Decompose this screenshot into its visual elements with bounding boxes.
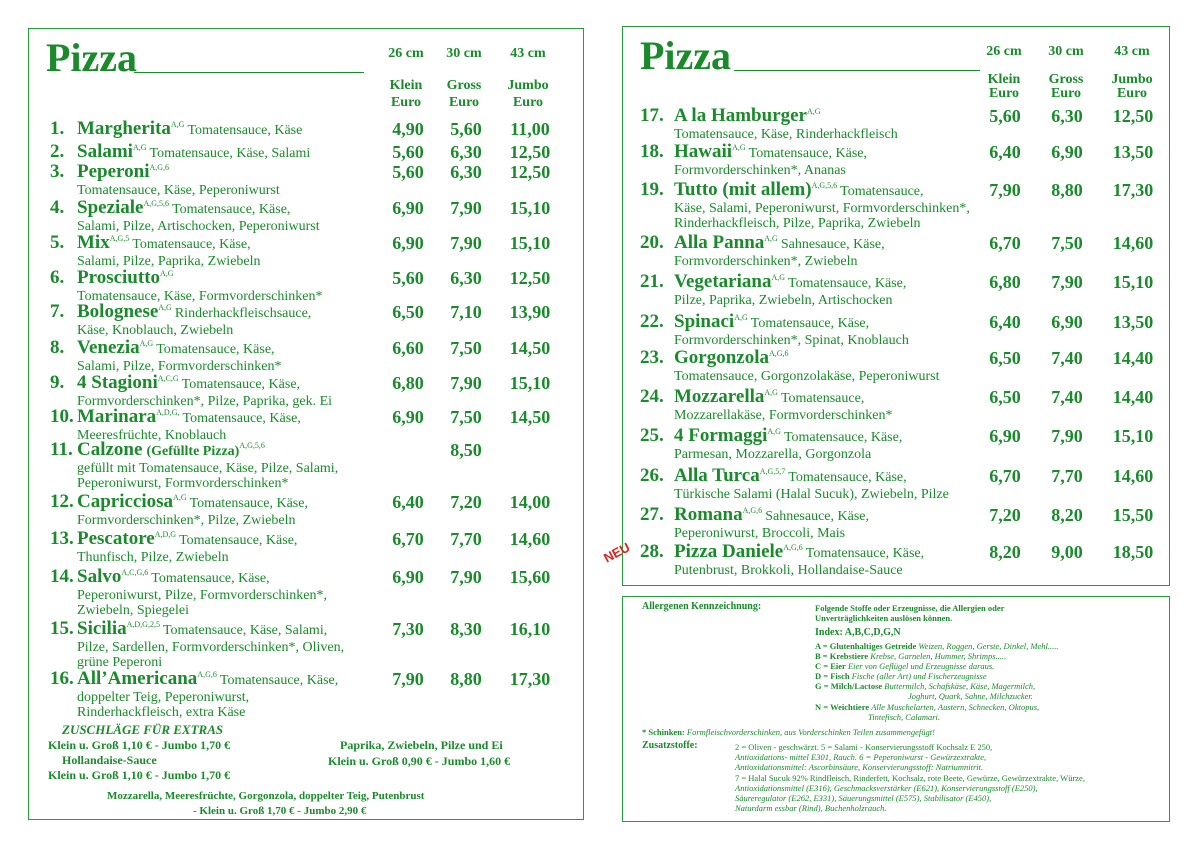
item-name: Sicilia [77, 618, 127, 639]
price-jumbo: 18,50 [1112, 542, 1154, 562]
menu-item [640, 105, 898, 142]
price-gross: 7,90 [450, 373, 482, 393]
item-ingredients-line: Türkische Salami (Halal Sucuk), Zwiebeln, Pilze [674, 487, 949, 502]
allergen-codes: A,G [807, 107, 821, 116]
item-ingredients: Tomatensauce, Käse, [151, 571, 270, 586]
price-gross: 8,80 [1051, 180, 1083, 200]
item-name: Pescatore [77, 528, 155, 549]
item-number: 12. [50, 491, 74, 512]
item-ingredients-line: gefüllt mit Tomatensauce, Käse, Pilze, Salami, [77, 461, 339, 476]
allergen-codes: A,G,6 [769, 349, 789, 358]
price-jumbo: 13,90 [509, 302, 551, 322]
additives-line: Naturdarm essbar (Rind), Buchenholzrauch. [735, 803, 887, 813]
allergen-codes: A,G,6 [197, 670, 217, 679]
price-klein: 6,80 [989, 272, 1021, 292]
item-number: 9. [50, 372, 65, 393]
additives-line: 7 = Halal Sucuk 92% Rindfleisch, Rinderfett, Kochsalz, rote Beete, Gewürze, Gewürzextrakte, Würze, [735, 773, 1085, 783]
item-number: 26. [640, 465, 664, 486]
extras-line: Mozzarella, Meeresfrüchte, Gorgonzola, doppelter Teig, Putenbrust [107, 790, 425, 802]
price-klein: 5,60 [392, 162, 424, 182]
item-ingredients-line: Peperoniwurst, Broccoli, Mais [674, 526, 846, 541]
size-header-jumbo-right: 43 cm Jumbo Euro [1111, 44, 1153, 101]
page-title-left: Pizza [46, 35, 138, 80]
allergen-heading: Allergenen Kennzeichnung: [642, 601, 762, 612]
price-jumbo: 12,50 [509, 142, 551, 162]
item-number: 20. [640, 232, 664, 253]
extras-line: Klein u. Groß 1,10 € - Jumbo 1,70 € [48, 768, 231, 782]
allergen-codes: A,G [173, 493, 187, 502]
item-number: 16. [50, 668, 74, 689]
item-name: Venezia [77, 337, 140, 358]
allergen-codes: A,G,6 [783, 543, 803, 552]
allergen-codes: A,G [139, 339, 154, 348]
item-number: 19. [640, 179, 664, 200]
item-number: 15. [50, 618, 74, 639]
allergen-codes: A,G [158, 303, 172, 312]
item-ingredients-line: Tomatensauce, Gorgonzolakäse, Peperoniwurst [674, 369, 940, 384]
allergen-codes: A,G [170, 120, 185, 129]
price-klein: 5,60 [392, 142, 424, 162]
price-gross: 7,70 [450, 529, 482, 549]
menu-item [50, 528, 297, 565]
price-gross: 8,20 [1051, 505, 1083, 525]
price-gross: 6,30 [450, 162, 482, 182]
price-jumbo: 15,60 [509, 567, 551, 587]
price-jumbo: 14,40 [1112, 348, 1154, 368]
allergen-entry: D = Fisch Fische (aller Art) und Fischerzeugnisse [815, 671, 987, 681]
item-name: Alla Panna [674, 232, 765, 253]
item-ingredients: Sahnesauce, Käse, [780, 237, 885, 252]
menu-item [50, 232, 261, 269]
item-name: Salami [77, 141, 133, 162]
price-klein: 6,90 [392, 407, 424, 427]
item-ingredients-line: grüne Peperoni [77, 655, 163, 670]
price-jumbo: 14,40 [1112, 387, 1154, 407]
allergen-codes: A,G [734, 313, 748, 322]
allergen-entry: Joghurt, Quark, Sahne, Milchzucker. [908, 691, 1033, 701]
price-gross: 6,30 [1051, 106, 1083, 126]
item-ingredients-line: Käse, Knoblauch, Zwiebeln [77, 323, 234, 338]
price-jumbo: 13,50 [1112, 312, 1154, 332]
allergen-codes: A,C,G [157, 374, 179, 383]
price-klein: 6,70 [989, 466, 1021, 486]
item-number: 3. [50, 161, 65, 182]
price-klein: 6,40 [989, 142, 1021, 162]
item-ingredients-line: Zwiebeln, Spiegelei [77, 603, 189, 618]
allergen-codes: A,G [764, 234, 778, 243]
item-ingredients-line: Peperoniwurst, Formvorderschinken* [77, 476, 289, 491]
item-ingredients-line: doppelter Teig, Peperoniwurst, [77, 690, 250, 705]
size-header-gross: 30 cm Gross Euro [446, 46, 482, 110]
price-jumbo: 15,10 [1112, 272, 1154, 292]
item-ingredients-line: Käse, Salami, Peperoniwurst, Formvorderschinken*, [674, 201, 970, 216]
price-jumbo: 15,10 [1112, 426, 1154, 446]
price-gross: 8,80 [450, 669, 482, 689]
price-jumbo: 11,00 [510, 119, 550, 139]
item-name: Bolognese [77, 301, 159, 322]
menu-item [640, 141, 867, 178]
price-klein: 6,80 [392, 373, 424, 393]
price-klein: 6,90 [989, 426, 1021, 446]
item-number: 13. [50, 528, 74, 549]
item-number: 23. [640, 347, 664, 368]
item-ingredients: Tomatensauce, Käse, Salami, [162, 623, 328, 638]
price-jumbo: 14,60 [1112, 466, 1154, 486]
price-klein: 6,50 [392, 302, 424, 322]
allergen-entry: B = Krebstiere Krebse, Garnelen, Hummer, Shrimps..... [815, 651, 1007, 661]
item-number: 24. [640, 386, 664, 407]
price-klein: 6,70 [392, 529, 424, 549]
item-name: Marinara [77, 406, 157, 427]
item-ingredients-line: Pilze, Sardellen, Formvorderschinken*, Oliven, [77, 640, 345, 655]
item-name: Mozzarella [674, 386, 765, 407]
price-jumbo: 17,30 [509, 669, 551, 689]
item-ingredients-line: Formvorderschinken*, Zwiebeln [674, 254, 858, 269]
item-number: 8. [50, 337, 65, 358]
price-gross: 6,90 [1051, 312, 1083, 332]
item-ingredients: Tomatensauce, Käse, [750, 316, 870, 331]
allergen-codes: A,G,6 [149, 163, 170, 172]
new-badge: NEU [601, 539, 633, 566]
item-name: Hawaii [674, 141, 733, 162]
item-ingredients-line: Formvorderschinken*, Pilze, Zwiebeln [77, 513, 296, 528]
item-number: 25. [640, 425, 664, 446]
allergen-entry: N = Weichtiere Alle Muschelarten, Austern, Schnecken, Oktopus, [815, 702, 1040, 712]
menu-item [50, 141, 310, 163]
allergen-codes: A,D,G,2,5 [126, 620, 160, 629]
item-name: A la Hamburger [674, 105, 807, 126]
price-jumbo: 15,50 [1112, 505, 1154, 525]
extras-line: Klein u. Groß 1,10 € - Jumbo 1,70 € [48, 738, 231, 752]
schinken-note: * Schinken: Formfleischvorderschinken, aus Vorderschinken Teilen zusammengefügt! [642, 727, 935, 737]
item-name: Romana [674, 504, 743, 525]
item-ingredients-line: Tomatensauce, Käse, Rinderhackfleisch [674, 127, 898, 142]
size-header-klein: 26 cm Klein Euro [388, 46, 424, 110]
allergen-entry: A = Glutenhaltiges Getreide Weizen, Roggen, Gerste, Dinkel, Mehl..... [815, 641, 1059, 651]
price-gross: 7,90 [450, 198, 482, 218]
item-number: 6. [50, 267, 65, 288]
item-ingredients: Tomatensauce, [780, 391, 865, 406]
item-number: 2. [50, 141, 65, 162]
price-klein: 6,60 [392, 338, 424, 358]
item-ingredients: Tomatensauce, Käse, [181, 377, 301, 392]
item-name: Gorgonzola [674, 347, 769, 368]
price-jumbo: 12,50 [509, 268, 551, 288]
size-header-klein-right: 26 cm Klein Euro [986, 44, 1022, 101]
item-ingredients: Rinderhackfleischsauce, [174, 306, 312, 321]
price-klein: 8,20 [989, 542, 1021, 562]
item-ingredients-line: Formvorderschinken*, Ananas [674, 163, 846, 178]
size-header-gross-right: 30 cm Gross Euro [1048, 44, 1084, 101]
allergen-entry: Tintefisch, Calamari. [868, 712, 941, 722]
allergen-codes: A,G,5,6 [239, 441, 265, 450]
price-jumbo: 17,30 [1112, 180, 1154, 200]
item-name: Salvo [77, 566, 122, 587]
allergen-index: Index: A,B,C,D,G,N [815, 627, 901, 638]
price-klein: 7,90 [989, 180, 1021, 200]
item-name: Pizza Daniele [674, 541, 784, 562]
price-gross: 7,90 [450, 233, 482, 253]
menu-item [640, 311, 909, 348]
price-gross: 7,90 [1051, 272, 1083, 292]
price-gross: 9,00 [1051, 542, 1083, 562]
allergen-codes: A,G [732, 143, 746, 152]
additives-line: Antioxidationsmittel (E316), Geschmacksverstärker (E621), Konservierungsstoff (E250), [735, 783, 1038, 793]
item-ingredients: Tomatensauce, Käse, [805, 546, 925, 561]
item-name: Capricciosa [77, 491, 174, 512]
item-ingredients: Tomatensauce, Käse, [132, 237, 251, 252]
price-gross: 7,90 [1051, 426, 1083, 446]
price-klein: 7,20 [989, 505, 1021, 525]
price-gross: 7,50 [450, 407, 482, 427]
item-number: 28. [640, 541, 664, 562]
additives-heading: Zusatzstoffe: [642, 740, 698, 751]
item-ingredients-line: Tomatensauce, Käse, Formvorderschinken* [77, 289, 323, 304]
item-number: 14. [50, 566, 74, 587]
menu-item [50, 618, 344, 670]
item-ingredients-line: Formvorderschinken*, Spinat, Knoblauch [674, 333, 909, 348]
item-ingredients-line: Thunfisch, Pilze, Zwiebeln [77, 550, 229, 565]
extras-line: - Klein u. Groß 1,70 € - Jumbo 2,90 € [193, 805, 367, 817]
menu-item [640, 179, 970, 231]
menu-item [50, 337, 282, 374]
item-ingredients-line: Meeresfrüchte, Knoblauch [77, 428, 227, 443]
item-name: Vegetariana [674, 271, 772, 292]
menu-item [50, 668, 338, 720]
item-ingredients: Tomatensauce, Käse, [783, 430, 903, 445]
allergen-codes: A,C,G,6 [121, 568, 149, 577]
menu-item [50, 118, 302, 140]
price-klein: 7,30 [392, 619, 424, 639]
price-klein: 6,40 [989, 312, 1021, 332]
price-jumbo: 14,60 [1112, 233, 1154, 253]
allergen-intro: Unverträglichkeiten auslösen können. [815, 613, 953, 623]
menu-item [640, 541, 924, 578]
item-ingredients: Tomatensauce, Käse, [788, 276, 907, 291]
item-number: 5. [50, 232, 65, 253]
item-ingredients-line: Salami, Pilze, Artischocken, Peperoniwurst [77, 219, 320, 234]
item-ingredients: Tomatensauce, Käse, [156, 342, 275, 357]
allergen-codes: A,D,G, [156, 408, 180, 417]
item-ingredients-line: Rinderhackfleisch, extra Käse [77, 705, 246, 720]
item-number: 1. [50, 118, 65, 139]
item-ingredients-line: Peperoniwurst, Pilze, Formvorderschinken*, [77, 588, 328, 603]
item-name: Calzone [77, 439, 143, 460]
allergen-codes: A,G,5,7 [759, 467, 786, 476]
additives-line: Antioxidations- mittel E301, Rauch. 6 = Peperoniwurst - Gewürzextrakte, [735, 752, 987, 762]
price-jumbo: 14,50 [509, 338, 551, 358]
item-number: 21. [640, 271, 664, 292]
price-jumbo: 14,00 [509, 492, 551, 512]
price-klein: 6,90 [392, 567, 424, 587]
item-number: 10. [50, 406, 74, 427]
price-klein: 7,90 [392, 669, 424, 689]
menu-item [640, 425, 902, 462]
price-gross: 6,90 [1051, 142, 1083, 162]
menu-item [50, 406, 301, 443]
price-gross: 8,30 [450, 619, 482, 639]
allergen-intro: Folgende Stoffe oder Erzeugnisse, die Allergien oder [815, 603, 1005, 613]
item-ingredients-line: Pilze, Paprika, Zwiebeln, Artischocken [674, 293, 893, 308]
additives-line: Antioxidationsmittel: Ascorbinsäure, Konservierungsstoff: Natriumnitrit. [735, 762, 984, 772]
allergen-codes: A,G,5,6 [811, 181, 838, 190]
item-name: Margherita [77, 118, 171, 139]
menu-item [640, 232, 885, 269]
item-ingredients: Tomatensauce, Käse, Salami [149, 146, 311, 161]
menu-item [640, 465, 949, 502]
price-klein: 6,90 [392, 233, 424, 253]
price-gross: 6,30 [450, 142, 482, 162]
price-jumbo: 12,50 [509, 162, 551, 182]
price-jumbo: 16,10 [509, 619, 551, 639]
allergen-codes: A,G [160, 269, 174, 278]
price-jumbo: 12,50 [1112, 106, 1154, 126]
menu-item [50, 566, 327, 618]
item-ingredients: Tomatensauce, Käse, [219, 673, 339, 688]
item-ingredients: Tomatensauce, Käse, [172, 202, 291, 217]
item-number: 11. [50, 439, 73, 460]
page-title-right: Pizza [640, 33, 732, 78]
allergen-codes: A,G,6 [742, 506, 763, 515]
menu-item [50, 491, 308, 528]
allergen-entry: G = Milch/Lactose Buttermilch, Schafskäse, Käse, Magermilch, [815, 681, 1036, 691]
item-ingredients: Tomatensauce, Käse, [179, 533, 298, 548]
price-gross: 7,20 [450, 492, 482, 512]
item-ingredients: Tomatensauce, Käse, [189, 496, 308, 511]
item-name: All’Americana [77, 668, 198, 689]
menu-item [50, 161, 280, 198]
item-name: Speziale [77, 197, 144, 218]
price-klein: 6,40 [392, 492, 424, 512]
price-jumbo: 15,10 [509, 198, 551, 218]
allergen-codes: A,G [764, 388, 778, 397]
item-ingredients: Sahnesauce, Käse, [765, 509, 869, 524]
allergen-codes: A,G [771, 273, 786, 282]
price-gross: 6,30 [450, 268, 482, 288]
menu-item [50, 267, 323, 304]
item-name-suffix: (Gefüllte Pizza) [146, 444, 240, 459]
item-ingredients-line: Salami, Pilze, Paprika, Zwiebeln [77, 254, 261, 269]
item-number: 27. [640, 504, 664, 525]
price-gross: 7,50 [1051, 233, 1083, 253]
item-name: Tutto (mit allem) [674, 179, 812, 200]
menu-item [50, 439, 338, 491]
item-number: 22. [640, 311, 664, 332]
allergen-codes: A,D,G [154, 530, 177, 539]
price-gross: 8,50 [450, 440, 482, 460]
allergen-codes: A,G,5 [109, 234, 130, 243]
price-gross: 7,90 [450, 567, 482, 587]
item-ingredients: Tomatensauce, Käse, [788, 470, 907, 485]
menu-item [640, 386, 892, 423]
item-ingredients-line: Putenbrust, Brokkoli, Hollandaise-Sauce [674, 563, 903, 578]
extras-line: Paprika, Zwiebeln, Pilze und Ei [340, 738, 503, 752]
item-number: 7. [50, 301, 65, 322]
price-klein: 6,90 [392, 198, 424, 218]
price-gross: 7,40 [1051, 348, 1083, 368]
price-jumbo: 15,10 [509, 373, 551, 393]
price-jumbo: 13,50 [1112, 142, 1154, 162]
item-name: 4 Stagioni [77, 372, 158, 393]
item-number: 4. [50, 197, 65, 218]
item-ingredients-line: Rinderhackfleisch, Pilze, Paprika, Zwiebeln [674, 216, 921, 231]
price-gross: 7,50 [450, 338, 482, 358]
item-ingredients: Tomatensauce, Käse, [182, 411, 301, 426]
price-jumbo: 14,50 [509, 407, 551, 427]
item-name: Mix [77, 232, 110, 253]
price-klein: 4,90 [392, 119, 424, 139]
item-name: 4 Formaggi [674, 425, 768, 446]
price-jumbo: 14,60 [509, 529, 551, 549]
item-ingredients-line: Tomatensauce, Käse, Peperoniwurst [77, 183, 280, 198]
menu-item [640, 504, 869, 541]
item-ingredients: Tomatensauce, [840, 184, 924, 199]
item-ingredients: Tomatensauce, Käse [187, 123, 303, 138]
item-name: Prosciutto [77, 267, 161, 288]
price-klein: 5,60 [989, 106, 1021, 126]
item-name: Alla Turca [674, 465, 760, 486]
item-name: Peperoni [77, 161, 150, 182]
price-jumbo: 15,10 [509, 233, 551, 253]
menu-item [50, 301, 311, 338]
item-number: 17. [640, 105, 664, 126]
item-name: Spinaci [674, 311, 735, 332]
additives-line: 2 = Oliven - geschwärzt. 5 = Salami - Konservierungsstoff Kochsalz E 250, [735, 742, 993, 752]
extras-heading: ZUSCHLÄGE FÜR EXTRAS [62, 722, 224, 737]
allergen-codes: A,G,5,6 [143, 199, 170, 208]
price-klein: 6,70 [989, 233, 1021, 253]
item-ingredients-line: Parmesan, Mozzarella, Gorgonzola [674, 447, 872, 462]
item-ingredients-line: Mozzarellakäse, Formvorderschinken* [674, 408, 893, 423]
price-gross: 7,10 [450, 302, 482, 322]
item-ingredients-line: Formvorderschinken*, Pilze, Paprika, gek. Ei [77, 394, 333, 409]
menu-item [640, 347, 939, 384]
menu-item [640, 271, 906, 308]
additives-line: Säureregulator (E262, E331), Säuerungsmittel (E575), Stabilisator (E450), [735, 793, 992, 803]
menu-item [50, 197, 320, 234]
item-ingredients: Tomatensauce, Käse, [748, 146, 867, 161]
price-gross: 5,60 [450, 119, 482, 139]
size-header-jumbo: 43 cm Jumbo Euro [507, 46, 549, 110]
title-rule-right [734, 70, 980, 71]
price-klein: 6,50 [989, 348, 1021, 368]
price-gross: 7,70 [1051, 466, 1083, 486]
allergen-codes: A,G [767, 427, 781, 436]
extras-line: Klein u. Groß 0,90 € - Jumbo 1,60 € [328, 754, 511, 768]
item-ingredients-line: Salami, Pilze, Formvorderschinken* [77, 359, 282, 374]
price-klein: 6,50 [989, 387, 1021, 407]
menu-item [50, 372, 332, 409]
price-gross: 7,40 [1051, 387, 1083, 407]
title-rule-left [134, 72, 364, 73]
allergen-codes: A,G [132, 143, 147, 152]
allergen-entry: C = Eier Eier von Geflügel und Erzeugnisse daraus. [815, 661, 995, 671]
item-number: 18. [640, 141, 664, 162]
price-klein: 5,60 [392, 268, 424, 288]
extras-line: Hollandaise-Sauce [62, 753, 157, 767]
